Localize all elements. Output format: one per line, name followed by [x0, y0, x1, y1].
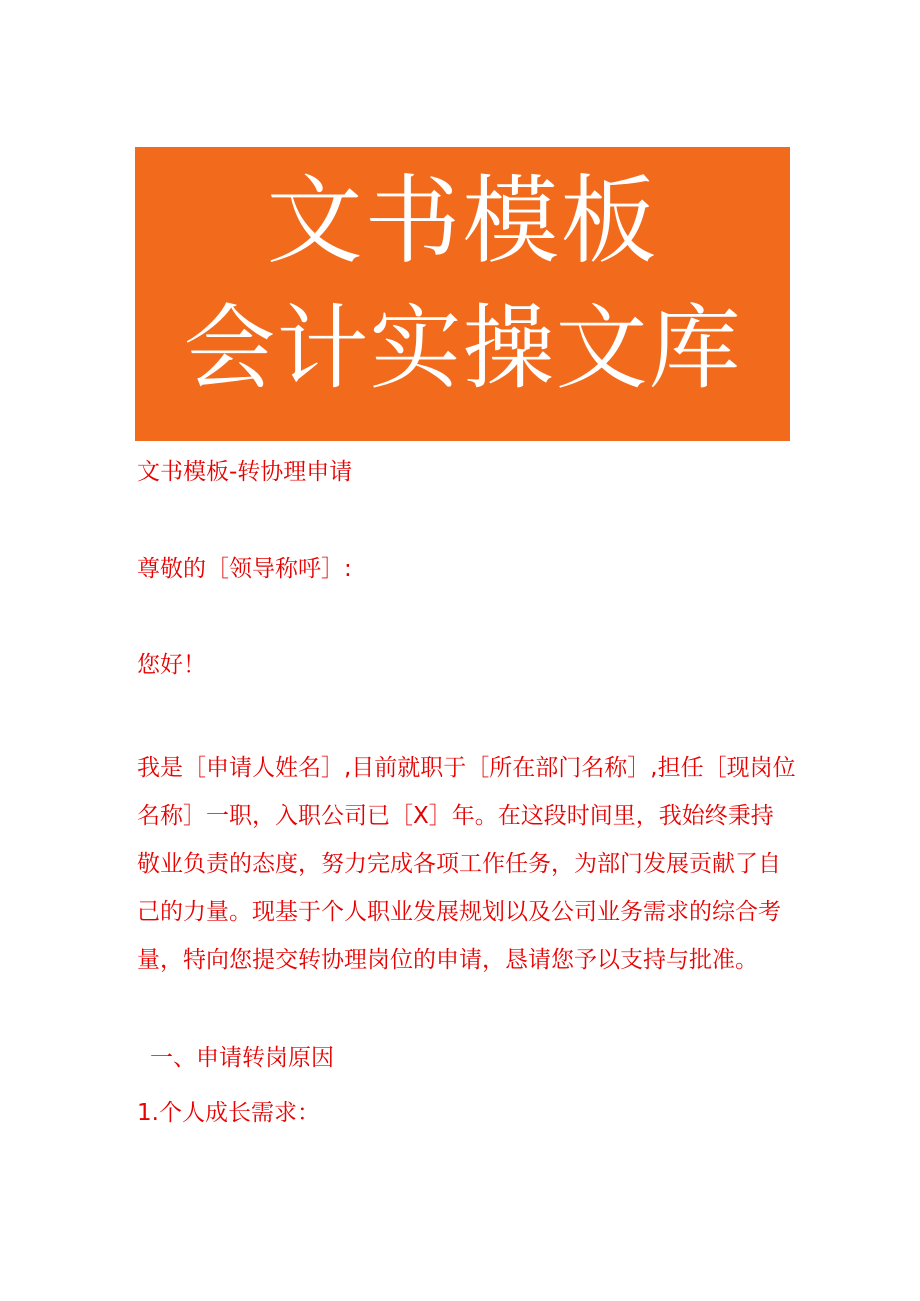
sub-heading: 1.个人成长需求： [137, 1100, 320, 1126]
body-line: 己的力量。现基于个人职业发展规划以及公司业务需求的综合考 [137, 899, 781, 925]
body-line: 我是［申请人姓名］,目前就职于［所在部门名称］,担任［现岗位 [137, 755, 796, 781]
body-line: 量，特向您提交转协理岗位的申请，恳请您予以支持与批准。 [137, 947, 758, 973]
body-line: 敬业负责的态度，努力完成各项工作任务，为部门发展贡献了自 [137, 851, 781, 877]
body-paragraph [137, 744, 797, 984]
section-heading: 一、申请转岗原因 [150, 1045, 334, 1071]
salutation: 尊敬的［领导称呼］: [137, 556, 352, 582]
body-line: 名称］一职，入职公司已［X］年。在这段时间里，我始终秉持 [137, 803, 774, 829]
banner-title-line-1: 文书模板 [266, 165, 659, 277]
banner-title-line-2: 会计实操文库 [183, 295, 742, 402]
document-title: 文书模板-转协理申请 [137, 459, 353, 485]
title-banner [135, 147, 790, 441]
greeting: 您好！ [137, 652, 206, 678]
